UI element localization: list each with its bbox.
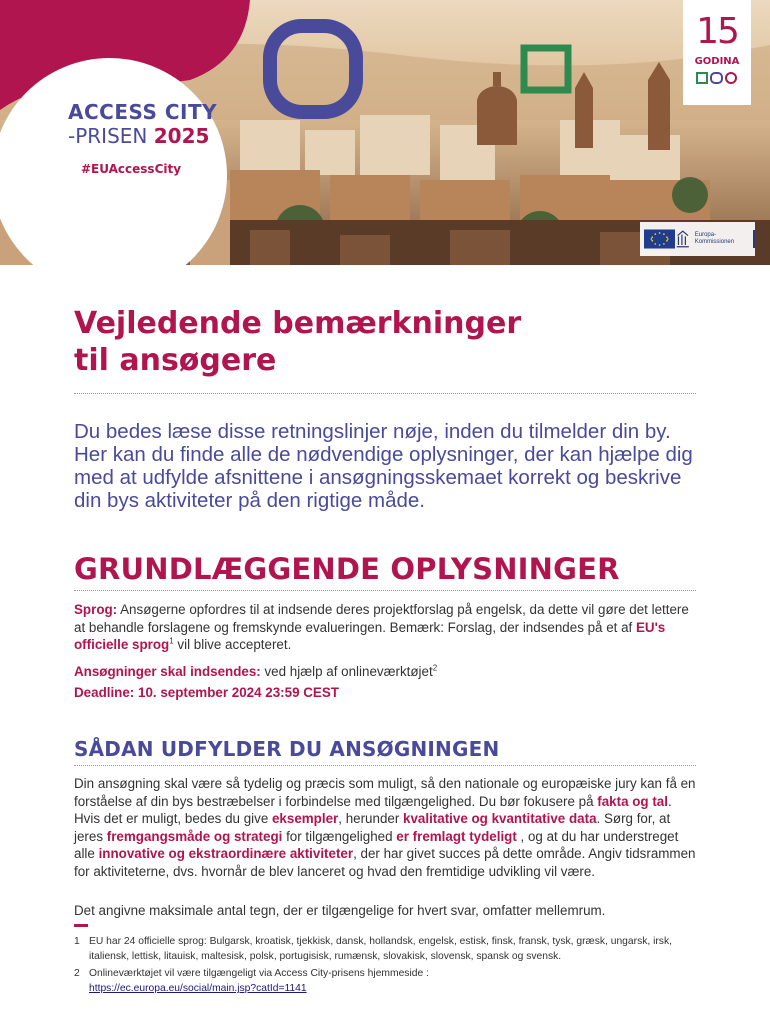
language-text: Ansøgerne opfordres til at indsende deres projektforslag på engelsk, da dette vil gøre det lettere at behandle forslagene og fremskynde evalueringen. Bemærk: Forslag, der indsendes på et af	[74, 602, 689, 635]
badge-number: 15	[696, 11, 738, 52]
title-divider	[74, 393, 696, 394]
footnote-text: EU har 24 officielle sprog: Bulgarsk, kroatisk, tjekkisk, dansk, hollandsk, engelsk, estisk, finsk, fransk, tysk, græsk, ungarsk, irsk, italiensk, lettisk, litauisk, maltesisk, polsk, portugisisk, rumænsk, slovakisk, slovensk, spansk og svensk.	[89, 936, 672, 962]
submission-text: ved hjælp af onlineværktøjet	[260, 664, 433, 679]
highlight-strategy: fremgangsmåde og strategi	[106, 828, 283, 844]
anniversary-badge	[683, 0, 751, 105]
footnote-number: 2	[74, 968, 80, 979]
text-segment: , herunder	[338, 811, 404, 826]
ec-logo-bar	[753, 230, 755, 248]
footnote-text-wrap	[74, 966, 696, 996]
footnote-2	[74, 966, 696, 996]
text-segment: , og at du har understreget alle	[74, 828, 679, 861]
award-title-line1: ACCESS CITY	[68, 100, 218, 124]
how-to-apply-paragraph	[74, 775, 696, 880]
official-languages-link[interactable]: EU's officielle sprog	[74, 619, 666, 652]
footnote-1	[74, 934, 696, 964]
text-segment: Din ansøgning skal være så tydelig og præcis som muligt, så den nationale og europæiske jury kan få en forståelse af din bys bestræbelser i forbindelse med tilgængelighed. Du bør fokusere på	[74, 776, 696, 809]
section2-divider	[74, 765, 696, 766]
section-basic-info-heading: GRUNDLÆGGENDE OPLYSNINGER	[74, 552, 620, 586]
ec-building-icon	[675, 228, 691, 250]
award-title-line2	[68, 124, 228, 148]
award-title	[68, 100, 228, 176]
hero-banner	[0, 0, 770, 265]
deadline: Deadline: 10. september 2024 23:59 CEST	[74, 685, 339, 700]
intro-paragraph: Du bedes læse disse retningslinjer nøje, inden du tilmelder din by. Her kan du finde alle de nødvendige oplysninger, der kan hjælpe dig med at udfylde afsnittene i ansøgningsskemaet korrekt og beskrive din bys aktiviteter på den rigtige måde.	[74, 420, 693, 512]
language-label: Sprog:	[74, 602, 118, 617]
submission-paragraph	[74, 663, 696, 681]
hashtag: #EUAccessCity	[81, 162, 182, 176]
award-year: 2025	[153, 124, 210, 148]
text-segment: . Hvis det er muligt, bedes du give	[74, 793, 672, 826]
page-title-line1: Vejledende bemærkninger	[74, 306, 522, 341]
highlight-data: kvalitative og kvantitative data	[403, 811, 597, 826]
highlight-facts: fakta og tal	[597, 793, 668, 809]
page-title	[74, 305, 694, 379]
award-title-prefix: -PRISEN	[68, 124, 148, 148]
language-paragraph	[74, 601, 696, 654]
highlight-examples: eksempler	[271, 811, 339, 826]
page-title-line2: til ansøgere	[74, 343, 277, 378]
language-text-end: vil blive accepteret.	[173, 637, 292, 652]
highlight-clearly: er fremlagt tydeligt	[396, 828, 517, 844]
section-divider	[74, 590, 696, 591]
european-commission-logo	[640, 222, 755, 256]
section-how-to-apply-heading: SÅDAN UDFYLDER DU ANSØGNINGEN	[74, 737, 500, 761]
submission-label: Ansøgninger skal indsendes:	[74, 664, 261, 679]
text-segment: for tilgængelighed	[282, 828, 397, 844]
text-segment: . Sørg for, at jeres	[74, 811, 671, 844]
highlight-innovative: innovative og ekstraordinære aktiviteter	[98, 846, 354, 861]
text-segment: , der har givet succes på dette område. Angiv tidsrammen for aktiviteterne, dvs. hvornår de blev lanceret og hvad den fremtidige udvikling vil være.	[74, 846, 696, 879]
footnote-number: 1	[74, 936, 80, 947]
badge-shapes-icon	[696, 72, 738, 84]
footnote-ref-2[interactable]: 2	[432, 663, 438, 673]
badge-text: GODINA	[694, 56, 740, 67]
eu-flag-icon	[644, 228, 675, 250]
badge-shapes	[683, 72, 751, 84]
homepage-link[interactable]: https://ec.europa.eu/social/main.jsp?catId=1141	[89, 983, 307, 994]
ec-logo-text: Europa-Kommissionen	[694, 232, 735, 245]
footnote-ref-1[interactable]: 1	[169, 636, 174, 646]
footnote-dash	[74, 924, 88, 927]
character-limit-note: Det angivne maksimale antal tegn, der er tilgængelige for hvert svar, omfatter mellemrum.	[74, 903, 606, 918]
footnote-text: Onlineværktøjet vil være tilgængeligt via Access City-prisens hjemmeside :	[89, 968, 429, 979]
